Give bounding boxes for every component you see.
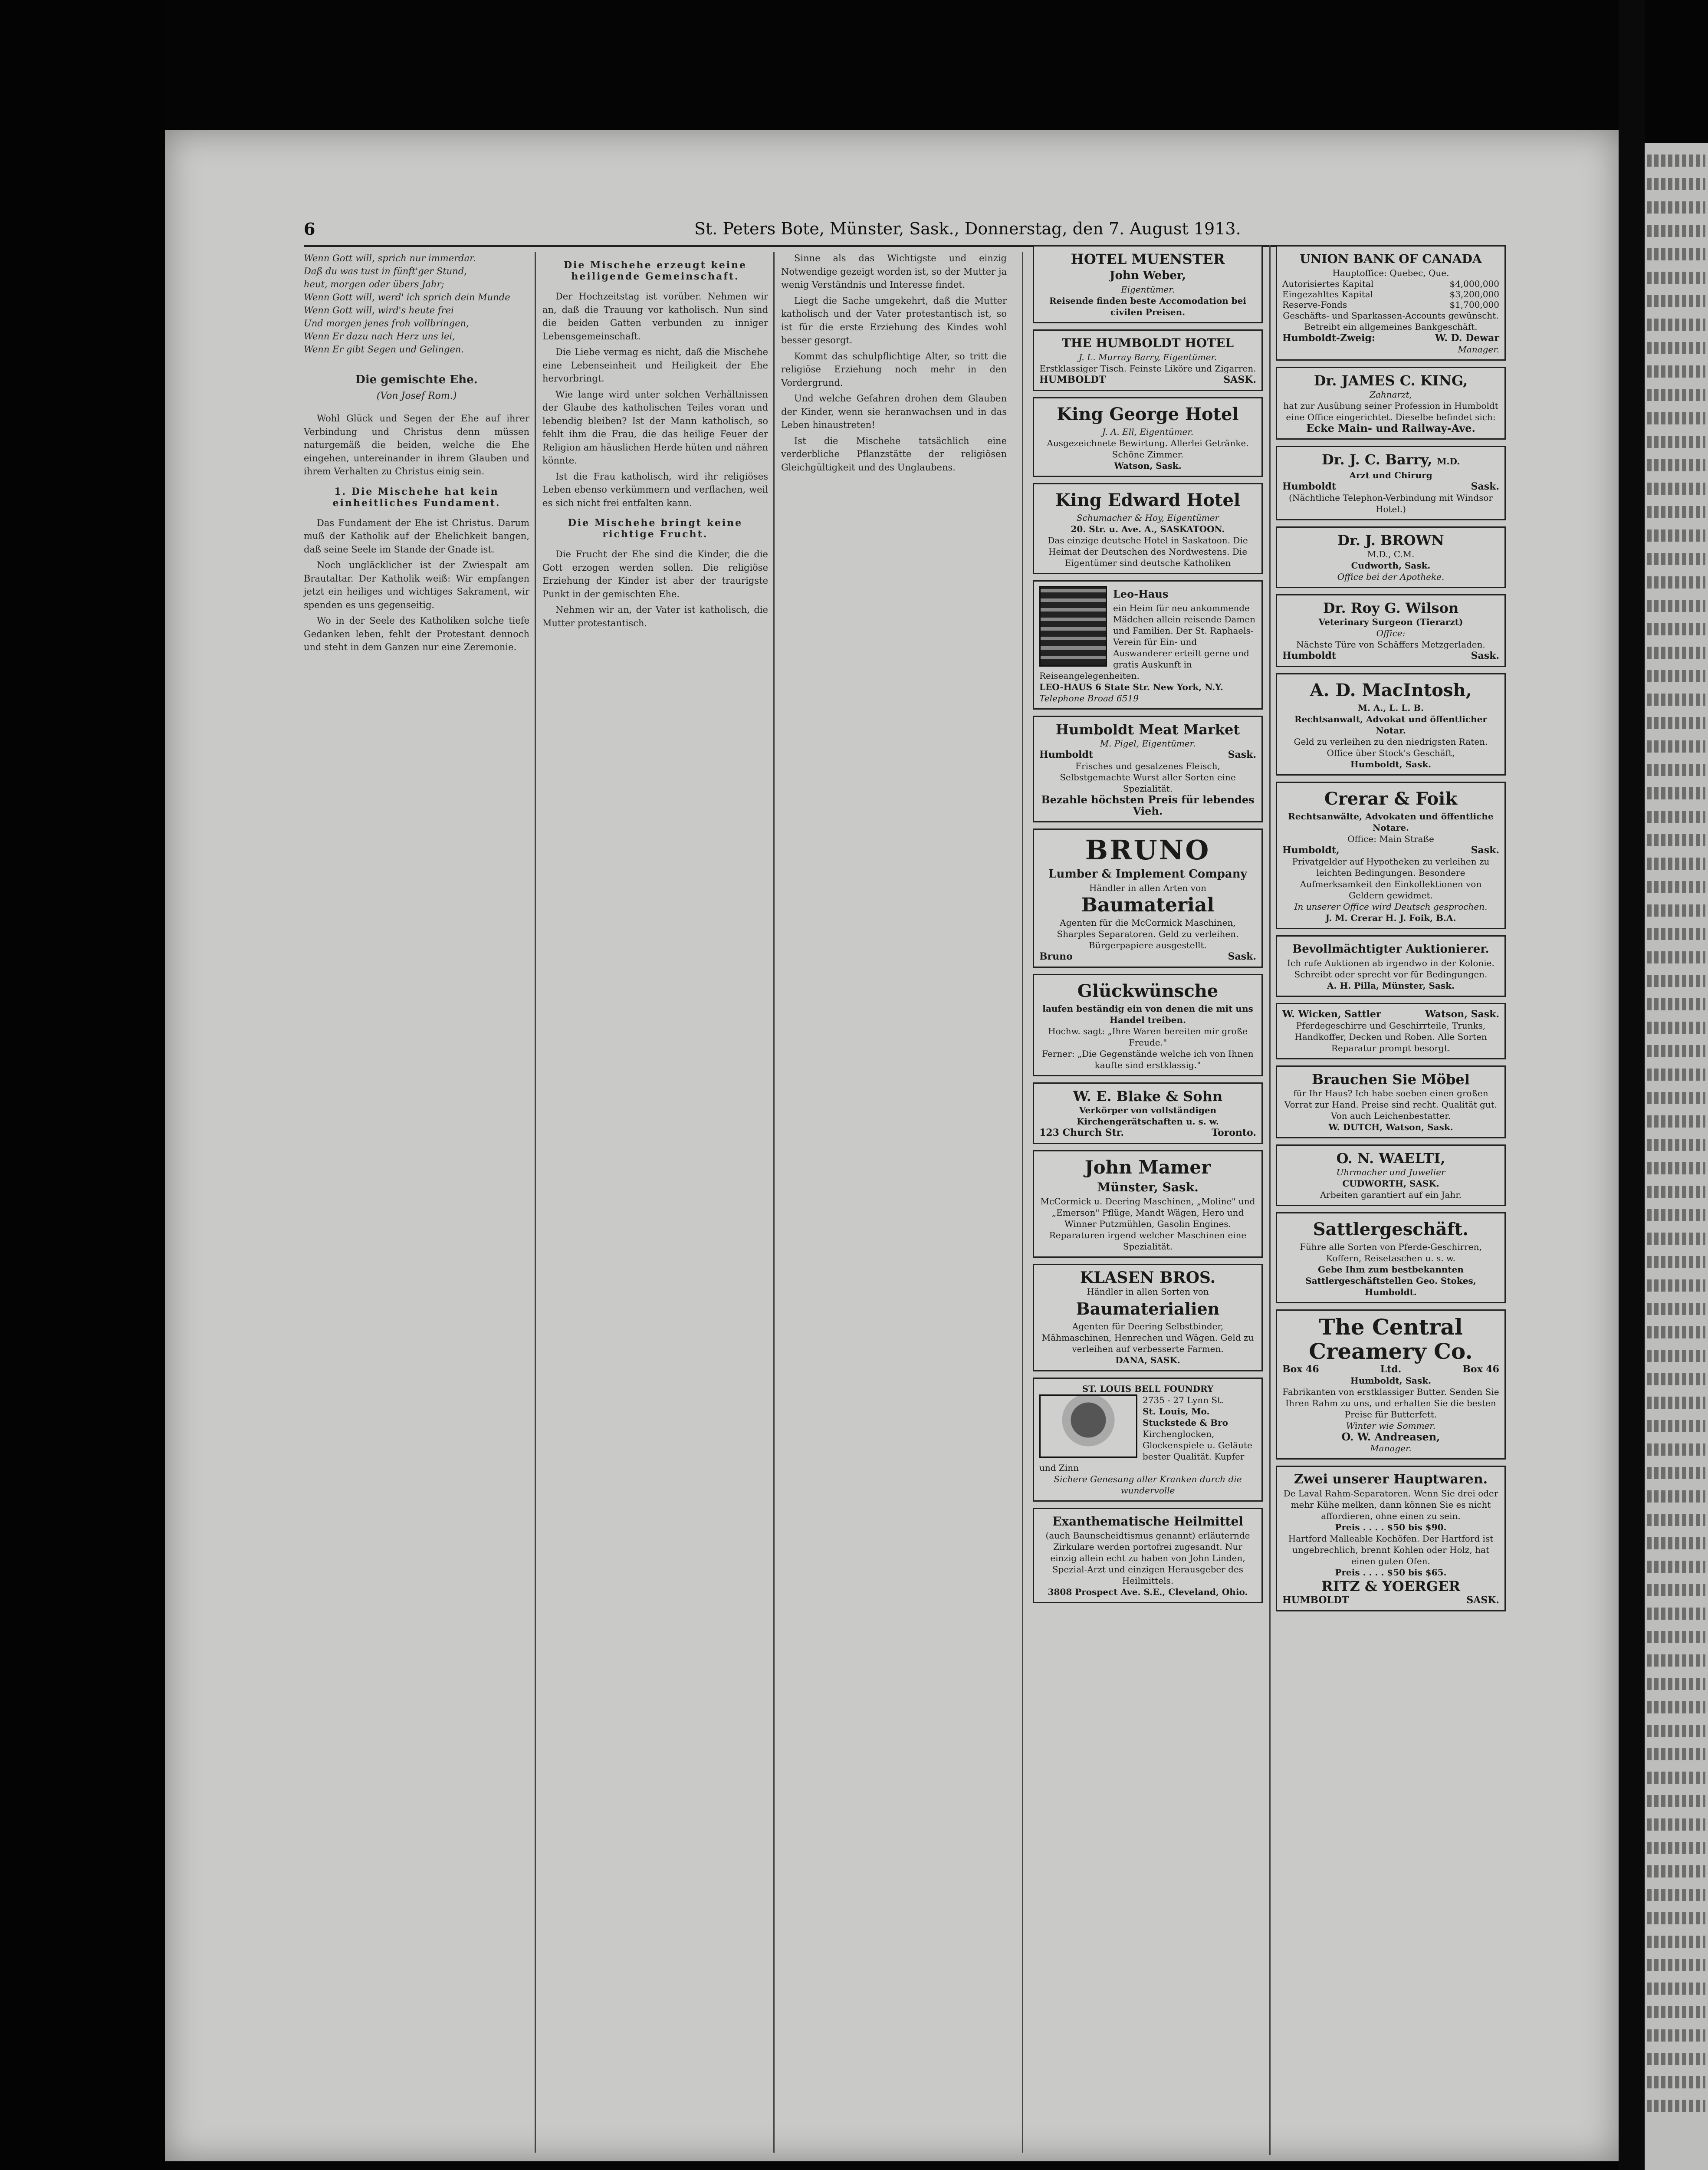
- article-paragraph: Sinne als das Wichtigste und einzig Notwendige gezeigt worden ist, so der Mutter ja wenig Verständnis und Interesse findet.: [781, 253, 1007, 290]
- ad-name: W. DUTCH, Watson, Sask.: [1328, 1122, 1453, 1132]
- ads-column-1: [1033, 245, 1263, 1609]
- ad-price: Preis . . . . $50 bis $65.: [1335, 1567, 1447, 1578]
- ad-province: SASK.: [1223, 374, 1256, 385]
- ad-ltd: Ltd.: [1380, 1364, 1402, 1375]
- ad-province: Sask.: [1471, 481, 1499, 492]
- ad-text: hat zur Ausübung seiner Profession in Humboldt eine Office eingerichtet. Dieselbe befindet sich:: [1283, 401, 1498, 422]
- doctor-name: Dr. J. C. Barry,: [1321, 451, 1432, 468]
- ad-box: Box 46: [1282, 1364, 1319, 1375]
- ad-place: Bruno: [1039, 951, 1073, 962]
- ad-john-mamer: [1033, 1150, 1263, 1258]
- ad-text: Ausgezeichnete Bewirtung. Allerlei Getränke. Schöne Zimmer.: [1047, 438, 1249, 460]
- building-icon: [1039, 586, 1107, 667]
- bank-row-value: $4,000,000: [1449, 279, 1499, 289]
- ad-province: Sask.: [1471, 650, 1499, 661]
- ad-address: LEO-HAUS 6 State Str. New York, N.Y.: [1039, 682, 1223, 692]
- ad-owner: John Weber,: [1110, 269, 1186, 282]
- article-paragraph: Die Liebe vermag es nicht, daß die Mischehe eine Lebenseinheit und Heiligkeit der Ehe hervorbringt.: [542, 347, 768, 384]
- ad-hotel-muenster: [1033, 245, 1263, 323]
- ad-text: Reisende finden beste Accomodation bei civilen Preisen.: [1049, 296, 1246, 317]
- ad-place: Humboldt: [1282, 481, 1337, 492]
- ad-text: (auch Baunscheidtismus genannt) erläuternde Zirkulare werden portofrei zugesandt. Nur einzig allein echt zu haben von John Linden, Spezial-Arzt und einzigen Herausgeber des Heilmittels.: [1045, 1530, 1250, 1586]
- ad-title: Leo-Haus: [1113, 588, 1169, 600]
- ad-dr-king: [1276, 367, 1506, 440]
- ad-wicken: [1276, 1003, 1506, 1059]
- ad-location: [1039, 374, 1256, 385]
- poem-line: heut, morgen oder übers Jahr;: [304, 279, 444, 289]
- ad-degree: M.D., C.M.: [1367, 549, 1415, 559]
- ad-title: Brauchen Sie Möbel: [1312, 1071, 1470, 1088]
- poem-line: Wenn Er dazu nach Herz uns lei,: [304, 331, 455, 342]
- ad-title: The Central Creamery Co.: [1309, 1314, 1473, 1364]
- ad-sattler: [1276, 1212, 1506, 1303]
- ad-text: laufen beständig ein von denen die mit uns Handel treiben.: [1042, 1003, 1253, 1025]
- ad-text: Fabrikanten von erstklassiger Butter. Senden Sie Ihren Rahm zu uns, und erhalten Sie die besten Preise für Butterfett.: [1282, 1387, 1499, 1420]
- ad-address: 2735 - 27 Lynn St.: [1143, 1395, 1224, 1405]
- ad-glueckwuensche: [1033, 974, 1263, 1076]
- ad-province: Sask.: [1228, 749, 1256, 760]
- ad-location: [1039, 951, 1256, 962]
- ad-auctioneer: [1276, 935, 1506, 997]
- ad-subtitle: Lumber & Implement Company: [1048, 868, 1247, 881]
- article-paragraph: Wohl Glück und Segen der Ehe auf ihrer Verbindung und Christus denn müssen naturgemäß die beiden, welche die Ehe eingehen, untereinander in ihrem Glauben und ihrem Verhalten zu Christus einig sein.: [304, 413, 529, 477]
- ad-king-george: [1033, 397, 1263, 477]
- poem-line: Wenn Gott will, wird's heute frei: [304, 305, 454, 316]
- poem-line: Wenn Er gibt Segen und Gelingen.: [304, 344, 464, 355]
- ad-phone: Telephone Broad 6519: [1039, 693, 1139, 704]
- bank-branch: Humboldt-Zweig:: [1282, 332, 1376, 344]
- ad-city: St. Louis, Mo.: [1143, 1406, 1210, 1417]
- column-rule: [773, 252, 775, 2153]
- ad-city: Toronto.: [1212, 1127, 1256, 1138]
- ad-place: HUMBOLDT: [1282, 1595, 1349, 1606]
- ad-box: Box 46: [1462, 1364, 1499, 1375]
- ad-title: BRUNO: [1085, 834, 1211, 866]
- ad-text: Sichere Genesung aller Kranken durch die wundervolle: [1054, 1474, 1242, 1496]
- ad-title: A. D. MacIntosh,: [1310, 680, 1472, 700]
- ad-moebel: [1276, 1065, 1506, 1138]
- article-paragraph: Kommt das schulpflichtige Alter, so tritt die religiöse Erziehung noch mehr in den Vordergrund.: [781, 351, 1007, 388]
- ad-location: [1039, 749, 1256, 760]
- ad-text: ein Heim für neu ankommende Mädchen allein reisende Damen und Familien. Der St. Raphaels-Verein für Ein- und Auswanderer erteilt gerne und gratis Auskunft in Reiseangelegenheiten.: [1039, 603, 1255, 681]
- doctor-degree: M.D.: [1437, 456, 1460, 467]
- article-paragraph: Ist die Mischehe tatsächlich eine verderbliche Pflanzstätte der religiösen Gleichgültigkeit und des Unglaubens.: [781, 435, 1007, 473]
- ad-address: Ecke Main- und Railway-Ave.: [1306, 422, 1475, 434]
- ad-text: Arbeiten garantiert auf ein Jahr.: [1320, 1190, 1462, 1200]
- ad-text: Ich rufe Auktionen ab irgendwo in der Kolonie. Schreibt oder sprecht vor für Bedingungen.: [1287, 958, 1494, 980]
- ad-title: Zwei unserer Hauptwaren.: [1294, 1472, 1488, 1487]
- column-1: [304, 252, 529, 657]
- ad-text: Office bei der Apotheke.: [1337, 572, 1445, 582]
- ad-bruno: [1033, 829, 1263, 968]
- ad-owner-title: Eigentümer.: [1121, 284, 1175, 295]
- bank-row: [1282, 289, 1499, 299]
- ad-text: Verkörper von vollständigen Kirchengerätschaften u. s. w.: [1077, 1105, 1219, 1127]
- ad-text: Händler in allen Sorten von: [1087, 1286, 1209, 1297]
- ad-title: Dr. JAMES C. KING,: [1314, 372, 1468, 389]
- poem-line: Wenn Gott will, sprich nur immerdar.: [304, 253, 476, 263]
- article-paragraph: Ist die Frau katholisch, wird ihr religiöses Leben ebenso verkümmern und verflachen, weil es sich nicht frei entfalten kann.: [542, 471, 768, 508]
- ad-union-bank: [1276, 245, 1506, 361]
- ad-meat-market: [1033, 716, 1263, 822]
- ad-blake: [1033, 1082, 1263, 1144]
- article-paragraph: Das Fundament der Ehe ist Christus. Darum muß der Katholik auf der Ehelichkeit bangen, daß seine Seele im Stande der Gnade ist.: [304, 517, 529, 555]
- bank-row-value: $1,700,000: [1449, 299, 1499, 310]
- ad-office: Office: Main Straße: [1347, 834, 1434, 844]
- bank-manager-name: W. D. Dewar: [1435, 332, 1499, 344]
- newspaper-page: [165, 130, 1619, 2161]
- bank-row: [1282, 279, 1499, 289]
- bank-row-value: $3,200,000: [1449, 289, 1499, 299]
- article-paragraph: Wo in der Seele des Katholiken solche tiefe Gedanken leben, fehlt der Protestant dennoch und steht in dem Ganzen nur eine Zeremonie.: [304, 615, 529, 652]
- article-paragraph: Noch ungläcklicher ist der Zwiespalt am Brautaltar. Der Katholik weiß: Wir empfangen jetzt ein heiliges und wichtiges Sakrament, wir spenden es uns gegenseitig.: [304, 560, 529, 610]
- ad-location: [1282, 1595, 1499, 1606]
- ad-place: Humboldt: [1039, 749, 1094, 760]
- ad-place: Humboldt, Sask.: [1350, 759, 1432, 769]
- page-number: 6: [304, 219, 315, 239]
- ad-title: Exanthematische Heilmittel: [1052, 1514, 1243, 1529]
- ad-text: De Laval Rahm-Separatoren. Wenn Sie drei oder mehr Kühe melken, dann können Sie es nicht affordieren, ohne einen zu sein.: [1283, 1488, 1498, 1521]
- ad-quote: Ferner: „Die Gegenstände welche ich von Ihnen kaufte sind erstklassig.": [1042, 1049, 1254, 1070]
- ad-place: Humboldt,: [1282, 845, 1340, 856]
- ad-office: Office:: [1376, 628, 1406, 638]
- ad-text: Office über Stock's Geschäft,: [1327, 748, 1455, 758]
- bank-manager: [1282, 332, 1499, 344]
- bell-icon: [1039, 1394, 1137, 1458]
- article-paragraph: Der Hochzeitstag ist vorüber. Nehmen wir an, daß die Trauung vor katholisch. Nun sind die beiden Gatten verbunden zu inniger Lebensgemeinschaft.: [542, 291, 768, 342]
- article-title: Die gemischte Ehe.: [355, 373, 478, 386]
- ad-title: Bevollmächtigter Auktionierer.: [1292, 943, 1489, 956]
- article-paragraph: Und welche Gefahren drohen dem Glauben der Kinder, wenn sie heranwachsen und in das Leben hinaustreten!: [781, 393, 1007, 430]
- ad-title: HOTEL MUENSTER: [1071, 251, 1225, 267]
- page-header: [304, 219, 1354, 247]
- bank-row-label: Autorisiertes Kapital: [1282, 279, 1374, 289]
- ad-title: John Mamer: [1084, 1157, 1211, 1178]
- article-paragraph: Wie lange wird unter solchen Verhältnissen der Glaube des katholischen Teiles voran und lebendig bleiben? Ist der Mann katholisch, so fehlt ihm die Frau, die das heilige Feuer der Religion am häuslichen Herde hüten und nähren könnte.: [542, 389, 768, 466]
- column-3: [781, 252, 1007, 477]
- ad-place: Watson, Sask.: [1425, 1009, 1499, 1020]
- ad-text: Kirchenglocken, Glockenspiele u. Geläute bester Qualität. Kupfer und Zinn: [1039, 1429, 1252, 1473]
- ad-king-edward: [1033, 483, 1263, 574]
- ad-address: 123 Church Str.: [1039, 1127, 1124, 1138]
- column-rule: [1022, 252, 1023, 2153]
- ad-klasen-bros: [1033, 1264, 1263, 1371]
- ad-owner: Schumacher & Hoy, Eigentümer: [1076, 513, 1219, 523]
- ads-column-2: [1276, 245, 1506, 1618]
- ad-text: Agenten für Deering Selbstbinder, Mähmaschinen, Henrechen und Wägen. Geld zu verleihen auf verbesserte Farmen.: [1041, 1321, 1254, 1354]
- ad-title: W. Wicken, Sattler: [1282, 1009, 1381, 1020]
- ad-manager-title: Manager.: [1370, 1443, 1412, 1453]
- ad-crerar-foik: [1276, 782, 1506, 929]
- poem-line: Wenn Gott will, werd' ich sprich dein Munde: [304, 292, 510, 302]
- bank-row: [1282, 299, 1499, 310]
- ad-name: A. H. Pilla, Münster, Sask.: [1327, 980, 1455, 991]
- film-gap: [1619, 0, 1645, 2170]
- ad-dr-brown: [1276, 526, 1506, 588]
- ad-price: Preis . . . . $50 bis $90.: [1335, 1522, 1447, 1532]
- ad-title: ST. LOUIS BELL FOUNDRY: [1082, 1384, 1214, 1394]
- ad-location: [1039, 1127, 1256, 1138]
- ad-degree: M. A., L. L. B.: [1357, 703, 1424, 713]
- bank-row-label: Reserve-Fonds: [1282, 299, 1347, 310]
- ad-address: 3808 Prospect Ave. S.E., Cleveland, Ohio.: [1048, 1587, 1248, 1597]
- poem: [304, 252, 529, 356]
- ad-macintosh: [1276, 673, 1506, 776]
- ad-place: Cudworth, Sask.: [1351, 560, 1431, 571]
- ad-partners: J. M. Crerar H. J. Foik, B.A.: [1325, 913, 1456, 923]
- ad-subtitle: Zahnarzt,: [1370, 389, 1412, 400]
- ad-owner: J. L. Murray Barry, Eigentümer.: [1078, 352, 1217, 362]
- article-paragraph: Nehmen wir an, der Vater ist katholisch, die Mutter protestantisch.: [542, 605, 768, 628]
- ad-text: Frisches und gesalzenes Fleisch, Selbstgemachte Wurst aller Sorten eine Spezialität.: [1060, 761, 1236, 794]
- ad-text: für Ihr Haus? Ich habe soeben einen großen Vorrat zur Hand. Preise sind recht. Qualität gut. Von auch Leichenbestatter.: [1284, 1088, 1498, 1121]
- ad-subtitle: Rechtsanwalt, Advokat und öffentlicher Notar.: [1294, 714, 1487, 736]
- section-heading: Die Mischehe bringt keine richtige Frucht.: [568, 517, 743, 540]
- ad-text: (Nächtliche Telephon-Verbindung mit Windsor Hotel.): [1289, 493, 1493, 514]
- ad-title: KLASEN BROS.: [1080, 1269, 1216, 1287]
- ad-text: Geschäfts- und Sparkassen-Accounts gewünscht. Betreibt ein allgemeines Bankgeschäft.: [1283, 310, 1499, 332]
- article-byline: (Von Josef Rom.): [376, 391, 457, 401]
- ad-subtitle: Veterinary Surgeon (Tierarzt): [1318, 617, 1463, 627]
- ad-text: Hauptoffice: Quebec, Que.: [1332, 268, 1449, 278]
- ad-title: Dr. J. BROWN: [1337, 532, 1444, 549]
- masthead: St. Peters Bote, Münster, Sask., Donnerstag, den 7. August 1913.: [694, 219, 1241, 238]
- ad-title: King George Hotel: [1057, 404, 1239, 424]
- ad-dr-barry: [1276, 446, 1506, 520]
- article-paragraph: Die Frucht der Ehe sind die Kinder, die die Gott erzogen werden sollen. Die religiöse Erziehung der Kinder ist aber der traurigste Punkt in der gemischten Ehe.: [542, 549, 768, 599]
- ad-title: Crerar & Foik: [1324, 789, 1458, 809]
- ad-text: In unserer Office wird Deutsch gesprochen.: [1294, 901, 1488, 912]
- ad-place: Münster, Sask.: [1097, 1180, 1199, 1194]
- ad-text: Händler in allen Arten von: [1089, 883, 1206, 893]
- ad-bell-foundry: [1033, 1378, 1263, 1502]
- ad-leo-haus: [1033, 580, 1263, 710]
- poem-line: Und morgen jenes froh vollbringen,: [304, 318, 469, 329]
- ad-title: [1282, 451, 1499, 470]
- bank-manager-title: Manager.: [1458, 344, 1499, 355]
- ad-manager: O. W. Andreasen,: [1341, 1430, 1440, 1443]
- ad-quote: Hochw. sagt: „Ihre Waren bereiten mir große Freude.": [1048, 1026, 1248, 1048]
- ad-text: Agenten für die McCormick Maschinen, Sharples Separatoren. Geld zu verleihen. Bürgerpapiere ausgestellt.: [1057, 917, 1239, 950]
- ad-owner: J. A. Ell, Eigentümer.: [1102, 427, 1194, 437]
- ad-text: Pferdegeschirre und Geschirrteile, Trunks, Handkoffer, Decken und Roben. Alle Sorten Reparatur prompt besorgt.: [1294, 1020, 1487, 1053]
- ad-headline: Baumaterial: [1081, 894, 1215, 916]
- section-heading: 1. Die Mischehe hat kein einheitliches Fundament.: [332, 486, 501, 509]
- section-heading: Die Mischehe erzeugt keine heiligende Gemeinschaft.: [563, 260, 747, 282]
- article-paragraph: Liegt die Sache umgekehrt, daß die Mutter katholisch und der Vater protestantisch ist, so ist für die erste Erziehung des Kindes wohl besser gesorgt.: [781, 295, 1007, 345]
- bank-row-label: Eingezahltes Kapital: [1282, 289, 1373, 299]
- ad-title: Dr. Roy G. Wilson: [1323, 600, 1459, 616]
- ad-exanthematic: [1033, 1508, 1263, 1603]
- ad-text: Geld zu verleihen zu den niedrigsten Raten.: [1294, 736, 1488, 747]
- ad-province: Sask.: [1471, 845, 1499, 856]
- ad-text: Das einzige deutsche Hotel in Saskatoon. Die Heimat der Deutschen des Nordwestens. Die Eigentümer sind deutsche Katholiken: [1048, 535, 1248, 568]
- ad-central-creamery: [1276, 1309, 1506, 1460]
- ad-title: THE HUMBOLDT HOTEL: [1061, 336, 1234, 350]
- ad-address: 20. Str. u. Ave. A., SASKATOON.: [1071, 524, 1225, 534]
- ad-text: Bezahle höchsten Preis für lebendes Vieh.: [1041, 793, 1255, 817]
- column-rule: [535, 252, 536, 2153]
- ad-title: O. N. WAELTI,: [1336, 1150, 1445, 1167]
- ad-text: Winter wie Sommer.: [1346, 1420, 1436, 1431]
- ad-place: Humboldt, Sask.: [1350, 1375, 1432, 1386]
- film-margin: [0, 0, 165, 2170]
- ad-subtitle: Arzt und Chirurg: [1349, 470, 1432, 480]
- ad-place: CUDWORTH, SASK.: [1342, 1178, 1439, 1189]
- ad-place: HUMBOLDT: [1039, 374, 1106, 385]
- ad-makers: Stuckstede & Bro: [1143, 1417, 1228, 1428]
- column-2: [542, 252, 768, 632]
- adjacent-page-edge: [1645, 143, 1708, 2170]
- ad-place: DANA, SASK.: [1115, 1355, 1180, 1365]
- ad-title: W. E. Blake & Sohn: [1073, 1088, 1223, 1105]
- ad-title: Sattlergeschäft.: [1313, 1219, 1469, 1240]
- ad-title-row: [1282, 1009, 1499, 1020]
- ad-text: McCormick u. Deering Maschinen, „Moline" und „Emerson" Pflüge, Mandt Wägen, Hero und Winner Putzmühlen, Gasolin Engines. Reparaturen irgend welcher Maschinen eine Spezialität.: [1040, 1196, 1255, 1252]
- ad-text: Privatgelder auf Hypotheken zu verleihen zu leichten Bedingungen. Besondere Aufmerksamkeit den Einkollektionen von Geldern gewidmet.: [1292, 856, 1490, 901]
- ad-title: Glückwünsche: [1077, 981, 1219, 1001]
- poem-line: Daß du was tust in fünft'ger Stund,: [304, 266, 467, 276]
- ad-location: [1282, 650, 1499, 661]
- ad-box-row: [1282, 1364, 1499, 1375]
- ad-text: Nächste Türe von Schäffers Metzgerladen.: [1296, 639, 1485, 650]
- ad-subtitle: Rechtsanwälte, Advokaten und öffentliche Notare.: [1288, 811, 1494, 833]
- ad-text: Erstklassiger Tisch. Feinste Liköre und Zigarren.: [1039, 363, 1256, 374]
- ad-ritz-yoerger: [1276, 1466, 1506, 1611]
- ad-location: [1282, 481, 1499, 492]
- ad-place: Watson, Sask.: [1114, 460, 1182, 471]
- ad-owner: M. Pigel, Eigentümer.: [1100, 738, 1196, 749]
- ad-province: Sask.: [1228, 951, 1256, 962]
- ad-title: UNION BANK OF CANADA: [1300, 252, 1482, 266]
- ad-location: [1282, 845, 1499, 856]
- ad-waelti: [1276, 1144, 1506, 1206]
- ad-text: Hartford Malleable Kochöfen. Der Hartford ist ungebrechlich, brennt Kohlen oder Holz, hat einen guten Ofen.: [1288, 1533, 1494, 1566]
- ad-name: RITZ & YOERGER: [1321, 1578, 1460, 1595]
- ad-dr-wilson: [1276, 594, 1506, 667]
- ad-place: Humboldt: [1282, 650, 1337, 661]
- ad-province: SASK.: [1466, 1595, 1499, 1606]
- column-rule: [1269, 245, 1271, 2155]
- ad-headline: Baumaterialien: [1076, 1299, 1220, 1318]
- ad-text: Gebe Ihm zum bestbekannten Sattlergeschäftstellen Geo. Stokes, Humboldt.: [1305, 1264, 1476, 1297]
- ad-text: Führe alle Sorten von Pferde-Geschirren, Koffern, Reisetaschen u. s. w.: [1300, 1242, 1482, 1263]
- ad-title: Humboldt Meat Market: [1055, 721, 1240, 738]
- ad-subtitle: Uhrmacher und Juwelier: [1336, 1167, 1445, 1177]
- ad-humboldt-hotel: [1033, 329, 1263, 391]
- ad-title: King Edward Hotel: [1055, 490, 1241, 510]
